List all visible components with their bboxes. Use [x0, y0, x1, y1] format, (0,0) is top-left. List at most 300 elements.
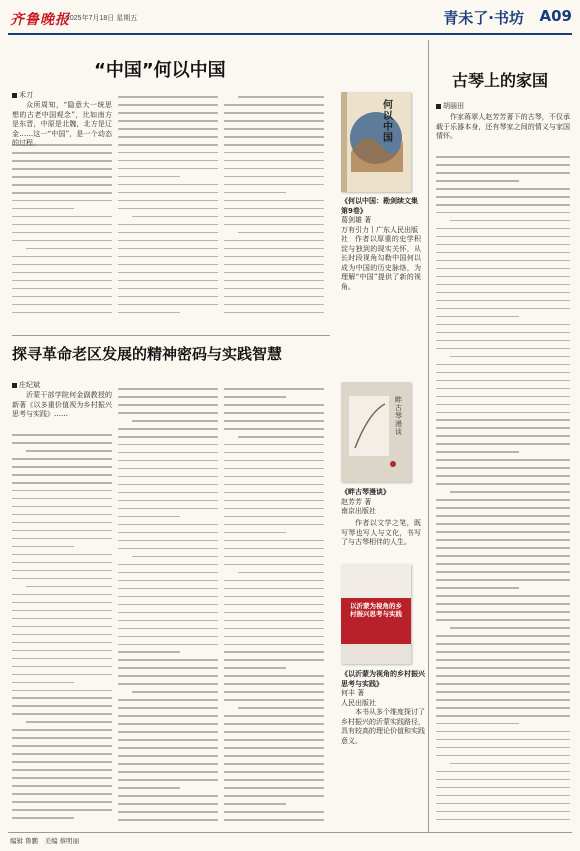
text-line — [118, 184, 218, 186]
text-line — [12, 705, 112, 707]
text-line — [224, 620, 324, 622]
text-line — [26, 586, 112, 588]
text-line — [118, 715, 218, 717]
text-line — [224, 699, 324, 701]
text-line — [12, 785, 112, 787]
text-line — [118, 460, 218, 462]
text-line — [224, 264, 324, 266]
text-line — [12, 184, 112, 186]
text-line — [238, 96, 324, 98]
book-caption-2: 《畔古琴漫谈》 赵芳芳 著 南京出版社 — [341, 488, 390, 515]
text-line — [224, 216, 324, 218]
text-line — [224, 104, 324, 106]
text-line — [238, 707, 324, 709]
text-line — [12, 682, 74, 684]
text-line — [436, 348, 570, 350]
text-line — [118, 651, 180, 653]
text-line — [436, 611, 570, 613]
text-line — [224, 683, 324, 685]
text-line — [12, 514, 112, 516]
text-line — [12, 522, 112, 524]
text-line — [118, 136, 218, 138]
text-line — [118, 452, 218, 454]
text-line — [436, 188, 570, 190]
text-line — [118, 192, 218, 194]
text-line — [224, 112, 324, 114]
text-line — [118, 524, 218, 526]
text-line — [224, 532, 286, 534]
text-line — [118, 232, 218, 234]
text-line — [436, 204, 570, 206]
text-line — [436, 396, 570, 398]
text-line — [224, 312, 324, 314]
text-line — [118, 763, 218, 765]
text-line — [118, 755, 218, 757]
text-line — [118, 120, 218, 122]
text-line — [224, 659, 324, 661]
book-cover-rural-revitalization — [341, 564, 411, 664]
text-line — [224, 763, 324, 765]
text-line — [12, 602, 112, 604]
text-line — [436, 284, 570, 286]
article-body-revolution-col3 — [224, 388, 324, 832]
text-line — [224, 484, 324, 486]
text-line — [436, 427, 570, 429]
text-line — [12, 482, 112, 484]
text-line — [12, 474, 112, 476]
book-cover-title: 以沂蒙为视角的乡村振兴思考与实践 — [350, 602, 402, 618]
text-line — [436, 467, 570, 469]
text-line — [436, 499, 570, 501]
text-line — [224, 420, 324, 422]
text-line — [118, 280, 218, 282]
text-line — [12, 626, 112, 628]
text-line — [224, 404, 324, 406]
text-line — [224, 580, 324, 582]
text-line — [436, 675, 570, 677]
text-line — [118, 304, 218, 306]
text-line — [224, 468, 324, 470]
text-line — [12, 506, 112, 508]
text-line — [436, 268, 570, 270]
text-line — [12, 769, 112, 771]
article-body-china-col3 — [224, 96, 324, 322]
text-line — [436, 380, 570, 382]
text-line — [436, 659, 570, 661]
text-line — [436, 699, 570, 701]
text-line — [12, 312, 112, 314]
text-line — [224, 240, 324, 242]
text-line — [12, 761, 112, 763]
book-cover-title: 何以中国 — [383, 100, 393, 144]
text-line — [224, 208, 324, 210]
byline-square-icon — [12, 93, 17, 98]
text-line — [224, 492, 324, 494]
text-line — [436, 755, 570, 757]
text-line — [436, 443, 570, 445]
text-line — [224, 596, 324, 598]
text-line — [12, 729, 112, 731]
text-line — [12, 546, 74, 548]
text-line — [12, 570, 112, 572]
text-line — [12, 594, 112, 596]
text-line — [118, 659, 218, 661]
text-line — [436, 276, 570, 278]
text-line — [118, 819, 218, 821]
text-line — [436, 308, 570, 310]
text-line — [118, 500, 218, 502]
text-line — [224, 667, 286, 669]
footer-rule — [8, 832, 572, 833]
text-line — [132, 691, 218, 693]
text-line — [436, 364, 570, 366]
text-line — [12, 280, 112, 282]
text-line — [224, 564, 324, 566]
text-line — [224, 160, 324, 162]
text-line — [436, 412, 570, 414]
text-line — [224, 296, 324, 298]
text-line — [224, 644, 324, 646]
text-line — [436, 683, 570, 685]
text-line — [224, 516, 324, 518]
book-cover-title: 畔古琴漫谈 — [395, 396, 402, 436]
text-line — [224, 715, 324, 717]
text-line — [224, 460, 324, 462]
book-blurb-3: 本书从多个维度探讨了乡村振兴的沂蒙实践路径，具有较高的理论价值和实践意义。 — [341, 708, 425, 745]
text-line — [118, 476, 218, 478]
text-line — [118, 396, 218, 398]
text-line — [436, 595, 570, 597]
text-line — [224, 811, 324, 813]
article-byline-guqin: 胡丽田 — [436, 101, 464, 111]
text-line — [12, 466, 112, 468]
text-line — [12, 288, 112, 290]
text-line — [436, 252, 570, 254]
text-line — [224, 444, 324, 446]
text-line — [436, 483, 570, 485]
text-line — [224, 795, 324, 797]
text-line — [238, 572, 324, 574]
text-line — [12, 160, 112, 162]
text-line — [12, 674, 112, 676]
text-line — [436, 731, 570, 733]
text-line — [436, 747, 570, 749]
text-line — [12, 753, 112, 755]
text-line — [12, 490, 112, 492]
text-line — [118, 312, 180, 314]
text-line — [450, 356, 570, 358]
text-line — [118, 224, 218, 226]
text-line — [118, 739, 218, 741]
text-line — [12, 434, 112, 436]
text-line — [436, 539, 570, 541]
text-line — [118, 564, 218, 566]
text-line — [12, 793, 112, 795]
text-line — [12, 578, 112, 580]
text-line — [224, 747, 324, 749]
text-line — [118, 144, 218, 146]
article-lead-guqin: 作家蒋翠人赵芳芳著下的古琴，不仅承载于乐器本身，还有琴家之间的情义与家国情怀。 — [436, 113, 570, 141]
text-line — [12, 745, 112, 747]
article-title-revolution: 探寻革命老区发展的精神密码与实践智慧 — [12, 345, 283, 363]
text-line — [224, 280, 324, 282]
text-line — [118, 264, 218, 266]
text-line — [224, 500, 324, 502]
text-line — [436, 771, 570, 773]
text-line — [118, 779, 218, 781]
text-line — [118, 272, 218, 274]
column-divider — [428, 40, 429, 832]
text-line — [12, 554, 112, 556]
text-line — [118, 176, 180, 178]
text-line — [26, 248, 112, 250]
text-line — [224, 524, 324, 526]
text-line — [436, 819, 570, 821]
text-line — [224, 452, 324, 454]
text-line — [118, 787, 180, 789]
text-line — [12, 809, 112, 811]
text-line — [224, 224, 324, 226]
article-title-guqin: 古琴上的家国 — [452, 71, 549, 90]
text-line — [224, 612, 324, 614]
text-line — [26, 721, 112, 723]
text-line — [436, 196, 570, 198]
text-line — [12, 458, 112, 460]
text-line — [224, 675, 324, 677]
text-line — [118, 723, 218, 725]
book-cover-art — [341, 92, 411, 192]
text-line — [118, 731, 218, 733]
text-line — [224, 200, 324, 202]
text-line — [118, 160, 218, 162]
text-line — [436, 164, 570, 166]
text-line — [118, 516, 180, 518]
text-line — [118, 468, 218, 470]
text-line — [118, 508, 218, 510]
text-line — [224, 184, 324, 186]
article-byline-revolution: 庄纪斌 — [12, 380, 40, 390]
section-title: 青未了·书坊 — [443, 9, 524, 27]
text-line — [118, 240, 218, 242]
text-line — [224, 120, 324, 122]
text-line — [118, 412, 218, 414]
text-line — [118, 667, 218, 669]
text-line — [132, 556, 218, 558]
text-line — [26, 450, 112, 452]
text-line — [12, 240, 112, 242]
text-line — [224, 168, 324, 170]
text-line — [118, 683, 218, 685]
article-lead-revolution: 沂蒙干部学院何金副教授的新著《以多重价值视为乡村振兴思考与实践》…… — [12, 391, 112, 419]
text-line — [224, 787, 324, 789]
text-line — [12, 192, 112, 194]
text-line — [118, 532, 218, 534]
text-line — [436, 475, 570, 477]
text-line — [436, 643, 570, 645]
text-line — [436, 419, 570, 421]
text-line — [118, 540, 218, 542]
text-line — [436, 451, 519, 453]
text-line — [12, 224, 112, 226]
text-line — [118, 104, 218, 106]
text-line — [436, 515, 570, 517]
text-line — [118, 248, 218, 250]
text-line — [12, 777, 112, 779]
text-line — [12, 650, 112, 652]
text-line — [12, 713, 112, 715]
text-line — [118, 572, 218, 574]
article-body-china-col1 — [12, 144, 112, 322]
text-line — [12, 152, 112, 154]
text-line — [118, 747, 218, 749]
text-line — [436, 579, 570, 581]
text-line — [224, 192, 286, 194]
article-body-guqin — [436, 156, 570, 832]
text-line — [436, 563, 570, 565]
text-line — [436, 260, 570, 262]
text-line — [224, 476, 324, 478]
text-line — [118, 795, 218, 797]
text-line — [12, 562, 112, 564]
text-line — [12, 176, 112, 178]
page-footer: 编辑 鲁鹏 美编 蔡明丽 — [10, 837, 80, 845]
text-line — [436, 795, 570, 797]
text-line — [436, 635, 570, 637]
text-line — [118, 112, 218, 114]
text-line — [224, 508, 324, 510]
text-line — [118, 404, 218, 406]
book-cover-guqin — [341, 382, 411, 482]
text-line — [118, 484, 218, 486]
byline-square-icon — [436, 104, 441, 109]
text-line — [118, 168, 218, 170]
text-line — [436, 739, 570, 741]
text-line — [224, 588, 324, 590]
text-line — [224, 136, 324, 138]
text-line — [224, 755, 324, 757]
text-line — [224, 779, 324, 781]
masthead — [0, 0, 580, 34]
issue-date: 2025年7月18日 星期五 — [66, 15, 138, 22]
text-line — [118, 152, 218, 154]
text-line — [12, 666, 112, 668]
text-line — [12, 658, 112, 660]
text-line — [12, 442, 112, 444]
text-line — [436, 811, 570, 813]
text-line — [12, 697, 112, 699]
text-line — [436, 715, 570, 717]
text-line — [118, 200, 218, 202]
text-line — [132, 216, 218, 218]
text-line — [436, 803, 570, 805]
text-line — [118, 604, 218, 606]
text-line — [450, 220, 570, 222]
text-line — [118, 803, 218, 805]
article-body-revolution-col2 — [118, 388, 218, 832]
text-line — [118, 620, 218, 622]
text-line — [118, 596, 218, 598]
text-line — [436, 507, 570, 509]
text-line — [118, 128, 218, 130]
text-line — [118, 628, 218, 630]
text-line — [118, 428, 218, 430]
text-line — [436, 691, 570, 693]
text-line — [436, 779, 570, 781]
text-line — [436, 459, 570, 461]
text-line — [224, 723, 324, 725]
text-line — [12, 232, 112, 234]
text-line — [436, 340, 570, 342]
text-line — [12, 610, 112, 612]
book-cover-he-yi-zhongguo — [341, 92, 411, 192]
text-line — [224, 388, 324, 390]
text-line — [118, 444, 218, 446]
text-line — [118, 580, 218, 582]
text-line — [118, 296, 218, 298]
text-line — [224, 803, 286, 805]
text-line — [224, 144, 324, 146]
text-line — [12, 801, 112, 803]
text-line — [12, 144, 112, 146]
text-line — [118, 208, 218, 210]
text-line — [118, 96, 218, 98]
text-line — [224, 540, 324, 542]
text-line — [118, 288, 218, 290]
text-line — [436, 228, 570, 230]
text-line — [436, 619, 570, 621]
text-line — [118, 636, 218, 638]
text-line — [224, 304, 324, 306]
text-line — [436, 555, 570, 557]
text-line — [224, 428, 324, 430]
book-blurb-2: 作者以文学之笔，既写琴也写人与文化，书写了与古琴相伴的人生。 — [341, 519, 421, 547]
text-line — [118, 548, 218, 550]
text-line — [224, 152, 324, 154]
text-line — [436, 667, 570, 669]
text-line — [118, 644, 218, 646]
text-line — [436, 547, 570, 549]
text-line — [118, 436, 218, 438]
text-line — [224, 176, 324, 178]
text-line — [436, 523, 570, 525]
text-line — [12, 618, 112, 620]
byline-square-icon — [12, 383, 17, 388]
text-line — [450, 627, 570, 629]
text-line — [436, 212, 570, 214]
text-line — [436, 372, 570, 374]
text-line — [450, 763, 570, 765]
newspaper-logo: 齐鲁晚报 — [10, 12, 70, 28]
text-line — [224, 288, 324, 290]
text-line — [118, 388, 218, 390]
masthead-rule — [8, 33, 572, 35]
text-line — [12, 690, 112, 692]
text-line — [118, 612, 218, 614]
text-line — [12, 272, 112, 274]
text-line — [436, 587, 519, 589]
text-line — [118, 675, 218, 677]
text-line — [12, 216, 112, 218]
book-caption-1: 《何以中国：勘剑续文集第9卷》 葛剑雄 著 万有引力丨广东人民出版社 — [341, 197, 418, 243]
book-caption-3: 《以沂蒙为视角的乡村振兴思考与实践》 何丰 著 人民出版社 — [341, 670, 425, 707]
text-line — [436, 435, 570, 437]
text-line — [224, 819, 324, 821]
text-line — [436, 324, 570, 326]
text-line — [238, 232, 324, 234]
text-line — [12, 168, 112, 170]
text-line — [436, 707, 570, 709]
text-line — [436, 603, 570, 605]
